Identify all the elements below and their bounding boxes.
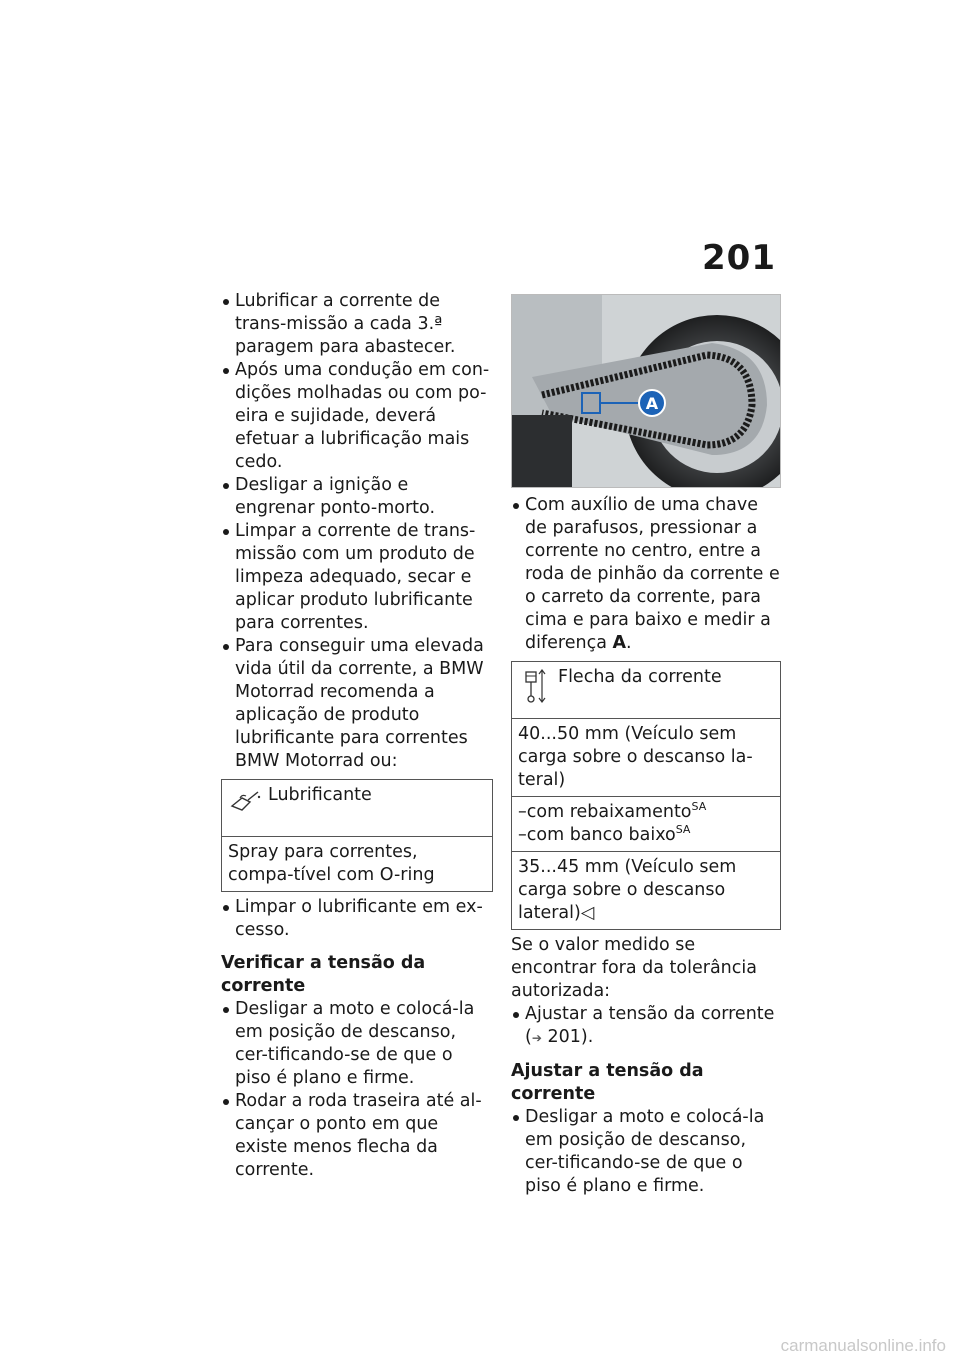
photo-label-a: A bbox=[645, 394, 659, 413]
list-item: Lubrificar a corrente de trans-missão a cada 3.ª paragem para abastecer. bbox=[221, 290, 493, 359]
page-reference-link[interactable]: 201 bbox=[547, 1027, 581, 1047]
left-column bbox=[221, 290, 493, 1182]
list-item: Desligar a moto e colocá-la em posição de descanso, cer-tificando-se de que o piso é plano e firme. bbox=[221, 998, 493, 1090]
bullet-list-adjust bbox=[511, 1003, 781, 1050]
watermark: carmanualsonline.info bbox=[780, 1336, 946, 1355]
list-item: Com auxílio de uma chave de parafusos, pressionar a corrente no centro, entre a roda de pinhão da corrente e o carreto da corrente, para cima e para baixo e medir a diferença A. bbox=[511, 494, 781, 655]
chain-photo bbox=[511, 294, 781, 488]
section-heading-check-tension: Verificar a tensão da corrente bbox=[221, 953, 426, 996]
page-reference-arrow-icon: ➔ bbox=[531, 1031, 542, 1045]
bullet-list-measure bbox=[511, 494, 781, 655]
list-item: Desligar a moto e colocá-la em posição de descanso, cer-tificando-se de que o piso é plano e firme. bbox=[511, 1106, 781, 1198]
right-column bbox=[511, 290, 781, 1198]
list-item: Ajustar a tensão da corrente (➔ 201). bbox=[511, 1003, 781, 1050]
bullet-list-check bbox=[221, 998, 493, 1182]
lubricant-spec-box bbox=[221, 779, 493, 892]
lubricant-value: Spray para correntes, compa-tível com O-ring bbox=[222, 836, 492, 891]
chain-slack-value-2: 35...45 mm (Veículo sem carga sobre o descanso lateral)◁ bbox=[512, 851, 780, 929]
bullet-list-adjust-steps bbox=[511, 1106, 781, 1198]
list-item: Após uma condução em con-dições molhadas ou com po-eira e sujidade, deverá efetuar a lubrificação mais cedo. bbox=[221, 359, 493, 474]
tolerance-text: Se o valor medido se encontrar fora da tolerância autorizada: bbox=[511, 935, 757, 1001]
list-item: Desligar a ignição e engrenar ponto-morto. bbox=[221, 474, 493, 520]
list-item: Limpar o lubrificante em ex-cesso. bbox=[221, 896, 493, 942]
list-item: Para conseguir uma elevada vida útil da corrente, a BMW Motorrad recomenda a aplicação de produto lubrificante para correntes BMW Motorrad ou: bbox=[221, 635, 493, 773]
chain-slack-gauge-icon bbox=[518, 666, 558, 713]
oil-can-icon bbox=[228, 784, 268, 821]
list-item: Limpar a corrente de trans-missão com um produto de limpeza adequado, secar e aplicar produto lubrificante para correntes. bbox=[221, 520, 493, 635]
chain-slack-value-1: 40...50 mm (Veículo sem carga sobre o descanso la-teral) bbox=[512, 718, 780, 796]
bullet-list-lubrication bbox=[221, 290, 493, 773]
chain-slack-options: –com rebaixamento$^{SA}$ –com banco baixo$^{SA}$ bbox=[512, 796, 780, 851]
list-item: Rodar a roda traseira até al-cançar o ponto em que existe menos flecha da corrente. bbox=[221, 1090, 493, 1182]
chain-slack-spec-box bbox=[511, 661, 781, 930]
end-mark-icon: ◁ bbox=[580, 903, 595, 923]
page-number: 201 bbox=[702, 238, 776, 278]
chain-slack-title: Flecha da corrente bbox=[558, 667, 722, 687]
bullet-list-clean bbox=[221, 896, 493, 942]
section-heading-adjust-tension: Ajustar a tensão da corrente bbox=[511, 1061, 704, 1104]
lubricant-title: Lubrificante bbox=[268, 785, 372, 805]
